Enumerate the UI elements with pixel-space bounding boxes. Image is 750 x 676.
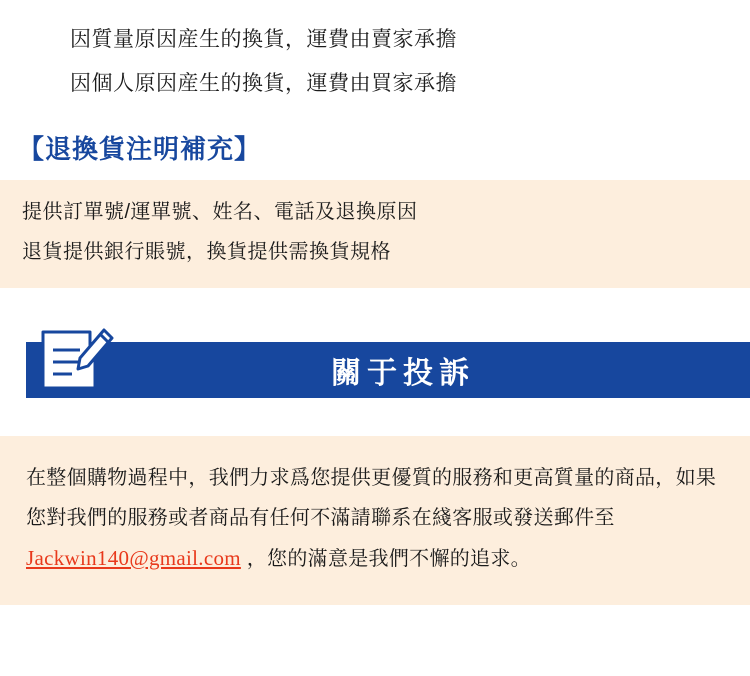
- complaint-banner: [0, 342, 750, 398]
- return-policy-heading: 【退換貨注明補充】: [18, 134, 262, 164]
- top-note-line: 因質量原因産生的換貨，運費由賣家承擔: [70, 28, 457, 51]
- support-email-link[interactable]: Jackwin140@gmail.com: [26, 546, 241, 570]
- top-notes-block: [0, 0, 750, 106]
- top-note-line: 因個人原因産生的換貨，運費由買家承擔: [70, 72, 457, 95]
- complaint-paragraph: [26, 458, 724, 579]
- pencil-note-icon: [38, 316, 116, 394]
- complaint-text-band: [0, 436, 750, 605]
- return-policy-line: 提供訂單號/運單號、姓名、電話及退換原因: [22, 201, 418, 223]
- complaint-banner-title: 關于投訴: [331, 357, 475, 390]
- complaint-banner-bar: [26, 342, 750, 398]
- return-policy-line: 退貨提供銀行賬號，換貨提供需換貨規格: [22, 241, 391, 263]
- return-policy-band: [0, 180, 750, 288]
- complaint-text-part1: 在整個購物過程中，我們力求爲您提供更優質的服務和更高質量的商品，如果您對我們的服務或者商品有任何不滿請聯系在綫客服或發送郵件至: [26, 467, 717, 529]
- complaint-text-part2: ，您的滿意是我們不懈的追求。: [240, 548, 531, 570]
